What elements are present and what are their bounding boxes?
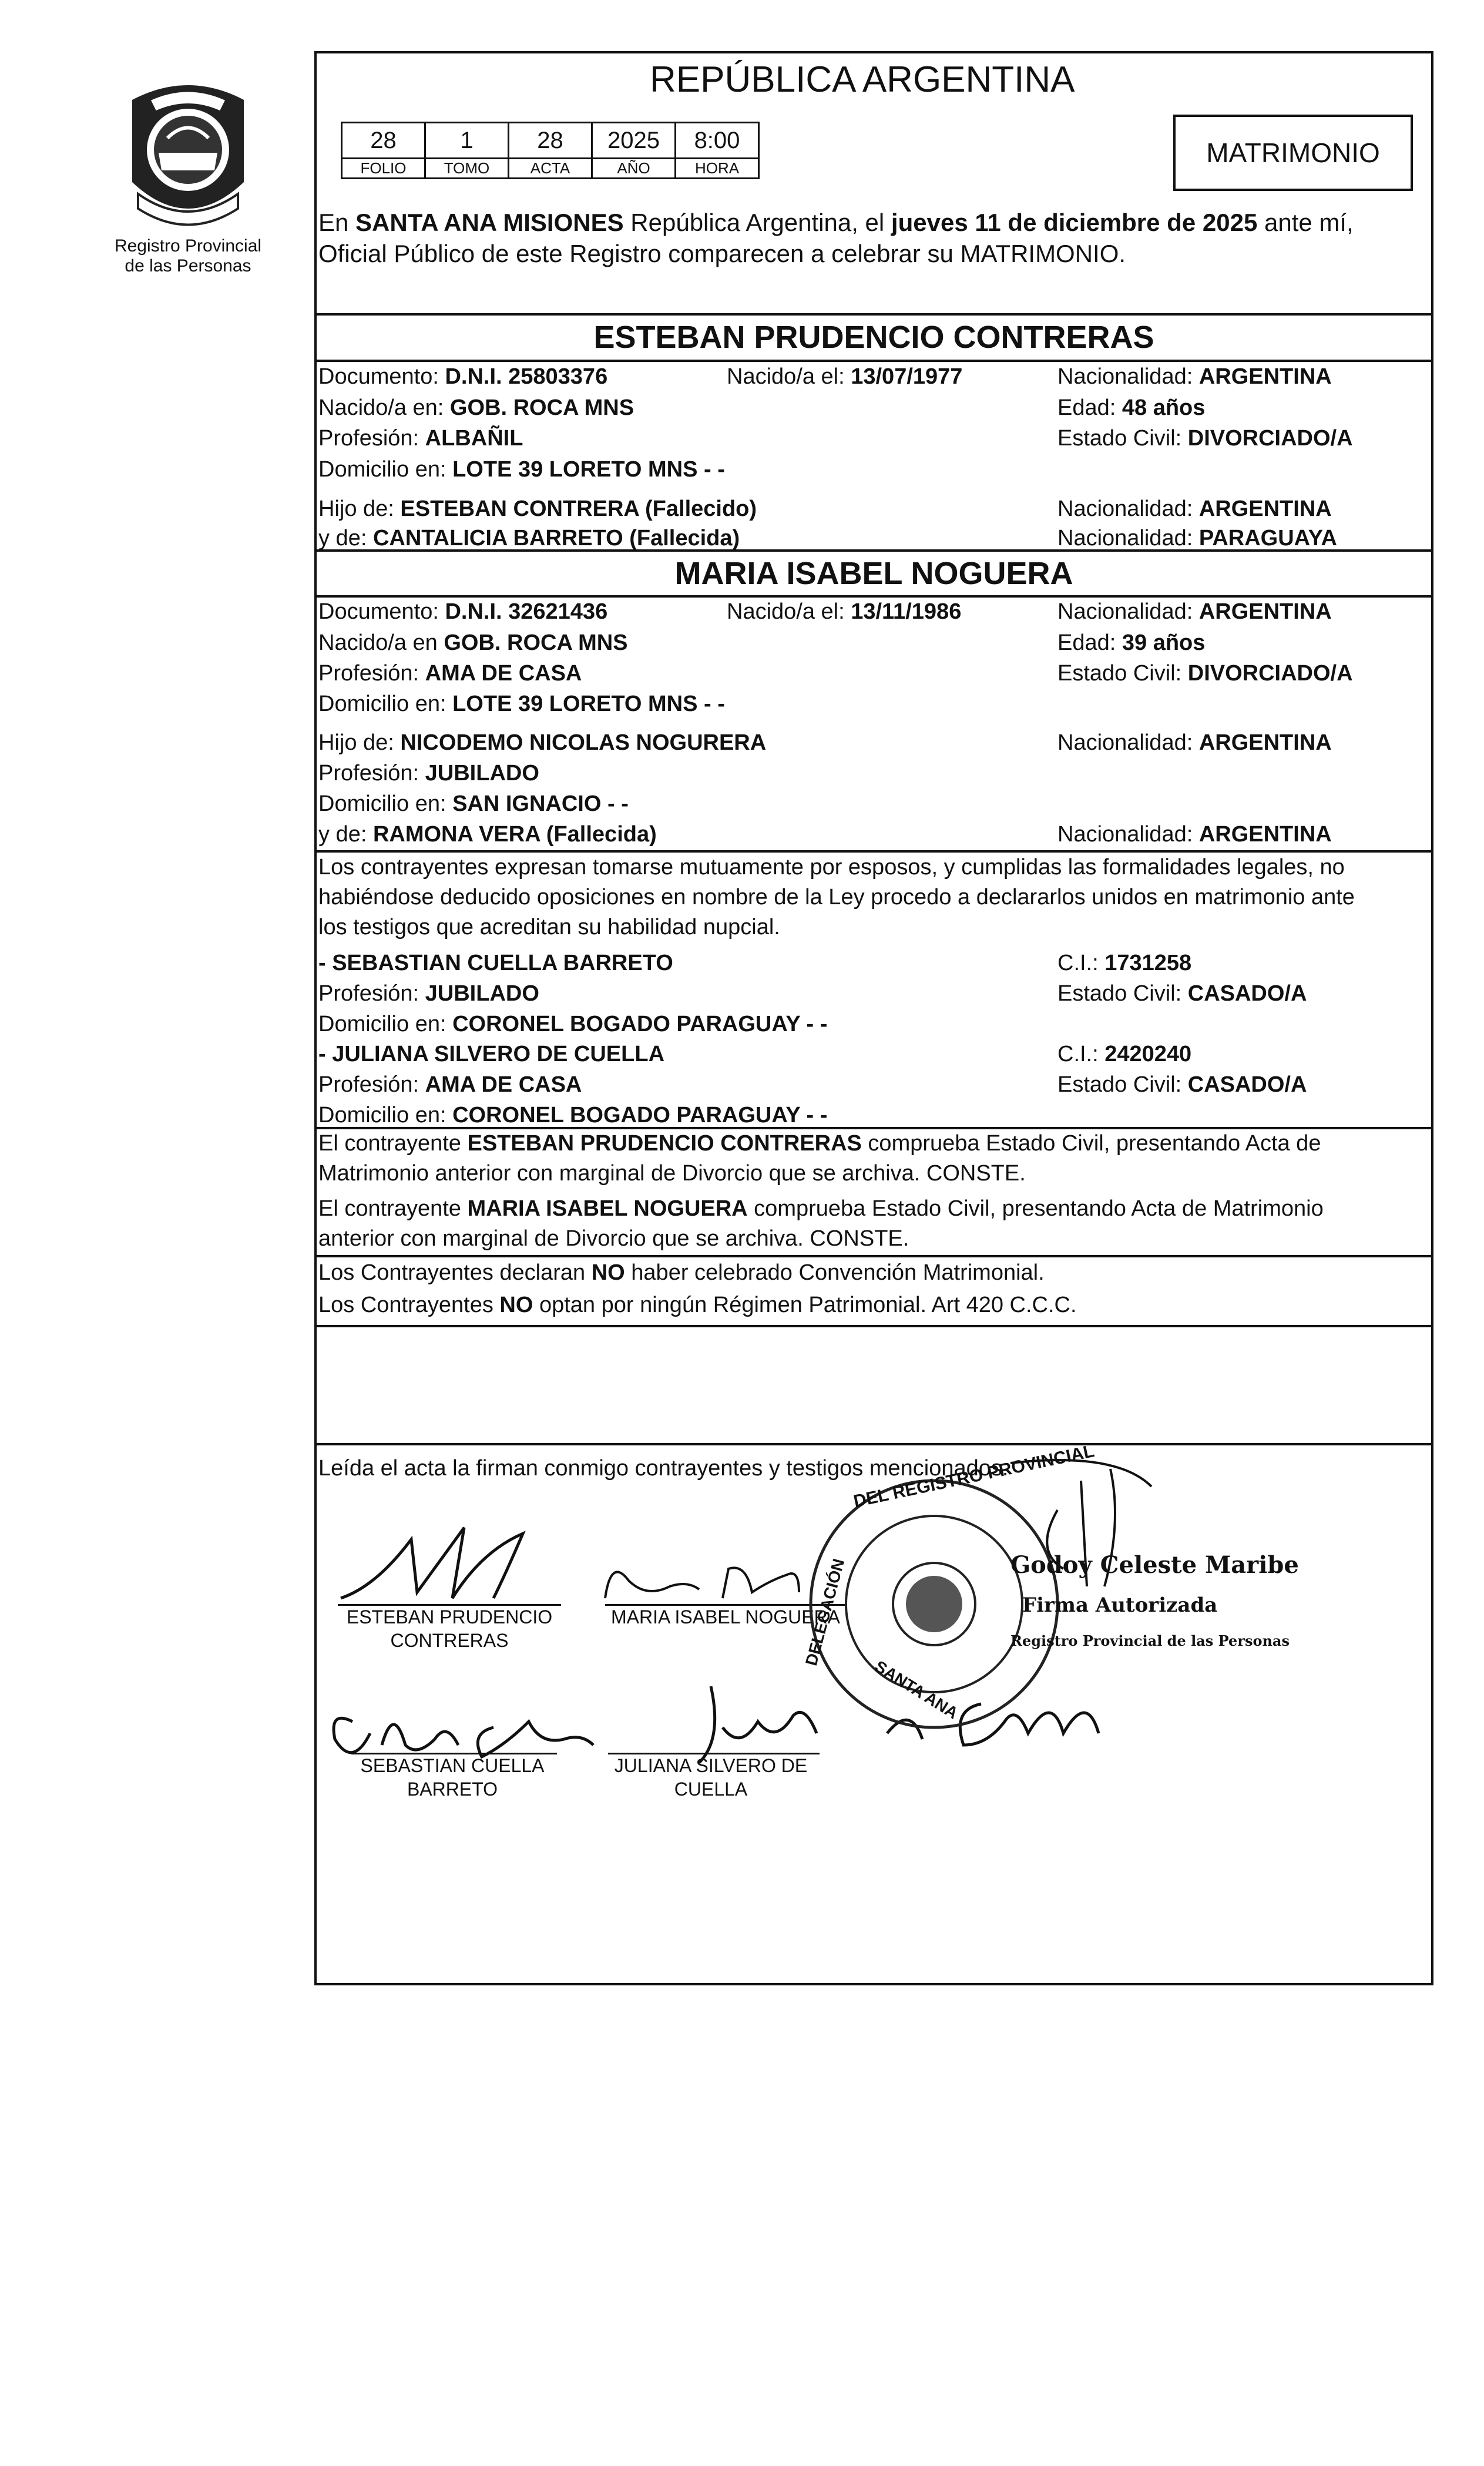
witness-2-profession: Profesión: AMA DE CASA [318, 1072, 582, 1097]
bride-age: Edad: 39 años [1057, 630, 1206, 655]
witness-2-signature-caption: JULIANA SILVERO DE CUELLA [614, 1755, 808, 1800]
bride-father: Hijo de: NICODEMO NICOLAS NOGURERA [318, 730, 767, 755]
bride-civil-status: Estado Civil: DIVORCIADO/A [1057, 661, 1353, 686]
groom-signature-icon [329, 1516, 564, 1610]
declaration-line-2: habiéndose deducido oposiciones en nombre de la Ley procedo a declararlos unidos en matrimonio ante [318, 885, 1355, 910]
hora-value: 8:00 [676, 123, 759, 159]
groom-mother: y de: CANTALICIA BARRETO (Fallecida) [318, 526, 740, 551]
act-type-box [1173, 115, 1413, 191]
witness-1-signature-caption: SEBASTIAN CUELLA BARRETO [360, 1755, 545, 1800]
bride-signature-caption: MARIA ISABEL NOGUERA [610, 1606, 841, 1628]
folio-label: FOLIO [342, 159, 425, 179]
acta-value: 28 [509, 123, 592, 159]
bride-nationality: Nacionalidad: ARGENTINA [1057, 599, 1332, 624]
act-type: MATRIMONIO [1206, 137, 1380, 168]
bride-father-address: Domicilio en: SAN IGNACIO - - [318, 791, 629, 816]
divider [314, 1127, 1433, 1129]
divider [314, 549, 1433, 552]
groom-father: Hijo de: ESTEBAN CONTRERA (Fallecido) [318, 496, 757, 521]
groom-nationality: Nacionalidad: ARGENTINA [1057, 364, 1332, 389]
witness-2-ci: C.I.: 2420240 [1057, 1042, 1192, 1066]
divider [314, 595, 1433, 598]
bride-mother-nationality: Nacionalidad: ARGENTINA [1057, 822, 1332, 847]
official-name: Godoy Celeste Maribe [1010, 1551, 1299, 1579]
witness-1-name: - SEBASTIAN CUELLA BARRETO [318, 951, 673, 975]
witness-2-name: - JULIANA SILVERO DE CUELLA [318, 1042, 665, 1066]
groom-civil-status: Estado Civil: DIVORCIADO/A [1057, 426, 1353, 451]
groom-civil-proof-1: El contrayente ESTEBAN PRUDENCIO CONTRERAS comprueba Estado Civil, presentando Acta de [318, 1131, 1321, 1156]
bride-mother: y de: RAMONA VERA (Fallecida) [318, 822, 657, 847]
declaration-line-3: los testigos que acreditan su habilidad nupcial. [318, 915, 780, 940]
closing-statement: Leída el acta la firman conmigo contrayentes y testigos mencionados. [318, 1456, 1009, 1481]
groom-address: Domicilio en: LOTE 39 LORETO MNS - - [318, 457, 725, 482]
witness-1-address: Domicilio en: CORONEL BOGADO PARAGUAY - - [318, 1012, 828, 1036]
bride-birthdate: Nacido/a el: 13/11/1986 [727, 599, 962, 624]
official-role: Firma Autorizada [1022, 1593, 1218, 1617]
misiones-seal-icon [120, 82, 256, 235]
divider [314, 360, 1433, 362]
groom-birthdate: Nacido/a el: 13/07/1977 [727, 364, 963, 389]
official-signature-icon [999, 1451, 1245, 1616]
groom-father-nationality: Nacionalidad: ARGENTINA [1057, 496, 1332, 521]
bride-name: MARIA ISABEL NOGUERA [674, 556, 1073, 591]
groom-age: Edad: 48 años [1057, 395, 1206, 420]
witness-1-civil-status: Estado Civil: CASADO/A [1057, 981, 1307, 1006]
groom-profession: Profesión: ALBAÑIL [318, 426, 523, 451]
declaration-line-1: Los contrayentes expresan tomarse mutuamente por esposos, y cumplidas las formalidades legales, no [318, 855, 1345, 880]
divider [314, 1443, 1433, 1445]
witness-2-address: Domicilio en: CORONEL BOGADO PARAGUAY - - [318, 1103, 828, 1128]
stamp-ring-left: DELEGACIÓN [802, 1556, 848, 1668]
intro-line-2: Oficial Público de este Registro comparecen a celebrar su MATRIMONIO. [318, 240, 1126, 267]
acta-label: ACTA [509, 159, 592, 179]
bride-father-nationality: Nacionalidad: ARGENTINA [1057, 730, 1332, 755]
bride-profession: Profesión: AMA DE CASA [318, 661, 582, 686]
groom-name: ESTEBAN PRUDENCIO CONTRERAS [593, 320, 1154, 355]
registration-table [341, 122, 760, 179]
groom-signature-caption: ESTEBAN PRUDENCIO CONTRERAS [346, 1606, 553, 1651]
groom-birthplace: Nacido/a en: GOB. ROCA MNS [318, 395, 634, 420]
country-title: REPÚBLICA ARGENTINA [650, 59, 1075, 100]
stamp-ring-top: DEL REGISTRO PROVINCIAL [852, 1441, 1096, 1512]
hora-label: HORA [676, 159, 759, 179]
convention-line-1: Los Contrayentes declaran NO haber celebrado Convención Matrimonial. [318, 1260, 1045, 1285]
divider [314, 1255, 1433, 1257]
folio-value: 28 [342, 123, 425, 159]
official-organization: Registro Provincial de las Personas [1010, 1632, 1290, 1649]
witness-1-ci: C.I.: 1731258 [1057, 951, 1192, 975]
bride-civil-proof-2: anterior con marginal de Divorcio que se archiva. CONSTE. [318, 1226, 909, 1251]
bride-civil-proof-1: El contrayente MARIA ISABEL NOGUERA comprueba Estado Civil, presentando Acta de Matrimonio [318, 1196, 1324, 1221]
ano-label: AÑO [592, 159, 676, 179]
groom-civil-proof-2: Matrimonio anterior con marginal de Divorcio que se archiva. CONSTE. [318, 1161, 1026, 1186]
bride-birthplace: Nacido/a en GOB. ROCA MNS [318, 630, 628, 655]
groom-mother-nationality: Nacionalidad: PARAGUAYA [1057, 526, 1337, 551]
stamp-ring-bottom: SANTA ANA [871, 1657, 962, 1723]
witness-1-profession: Profesión: JUBILADO [318, 981, 539, 1006]
tomo-label: TOMO [425, 159, 509, 179]
divider [314, 850, 1433, 853]
divider [314, 313, 1433, 316]
groom-document: Documento: D.N.I. 25803376 [318, 364, 608, 389]
bride-father-profession: Profesión: JUBILADO [318, 761, 539, 786]
convention-line-2: Los Contrayentes NO optan por ningún Régimen Patrimonial. Art 420 C.C.C. [318, 1293, 1077, 1317]
intro-line-1: En SANTA ANA MISIONES República Argentina, el jueves 11 de diciembre de 2025 ante mí, [318, 209, 1354, 236]
bride-address: Domicilio en: LOTE 39 LORETO MNS - - [318, 692, 725, 716]
tomo-value: 1 [425, 123, 509, 159]
registry-name: Registro Provincial de las Personas [114, 236, 262, 276]
witness-2-civil-status: Estado Civil: CASADO/A [1057, 1072, 1307, 1097]
ano-value: 2025 [592, 123, 676, 159]
divider [314, 1325, 1433, 1327]
bride-document: Documento: D.N.I. 32621436 [318, 599, 608, 624]
